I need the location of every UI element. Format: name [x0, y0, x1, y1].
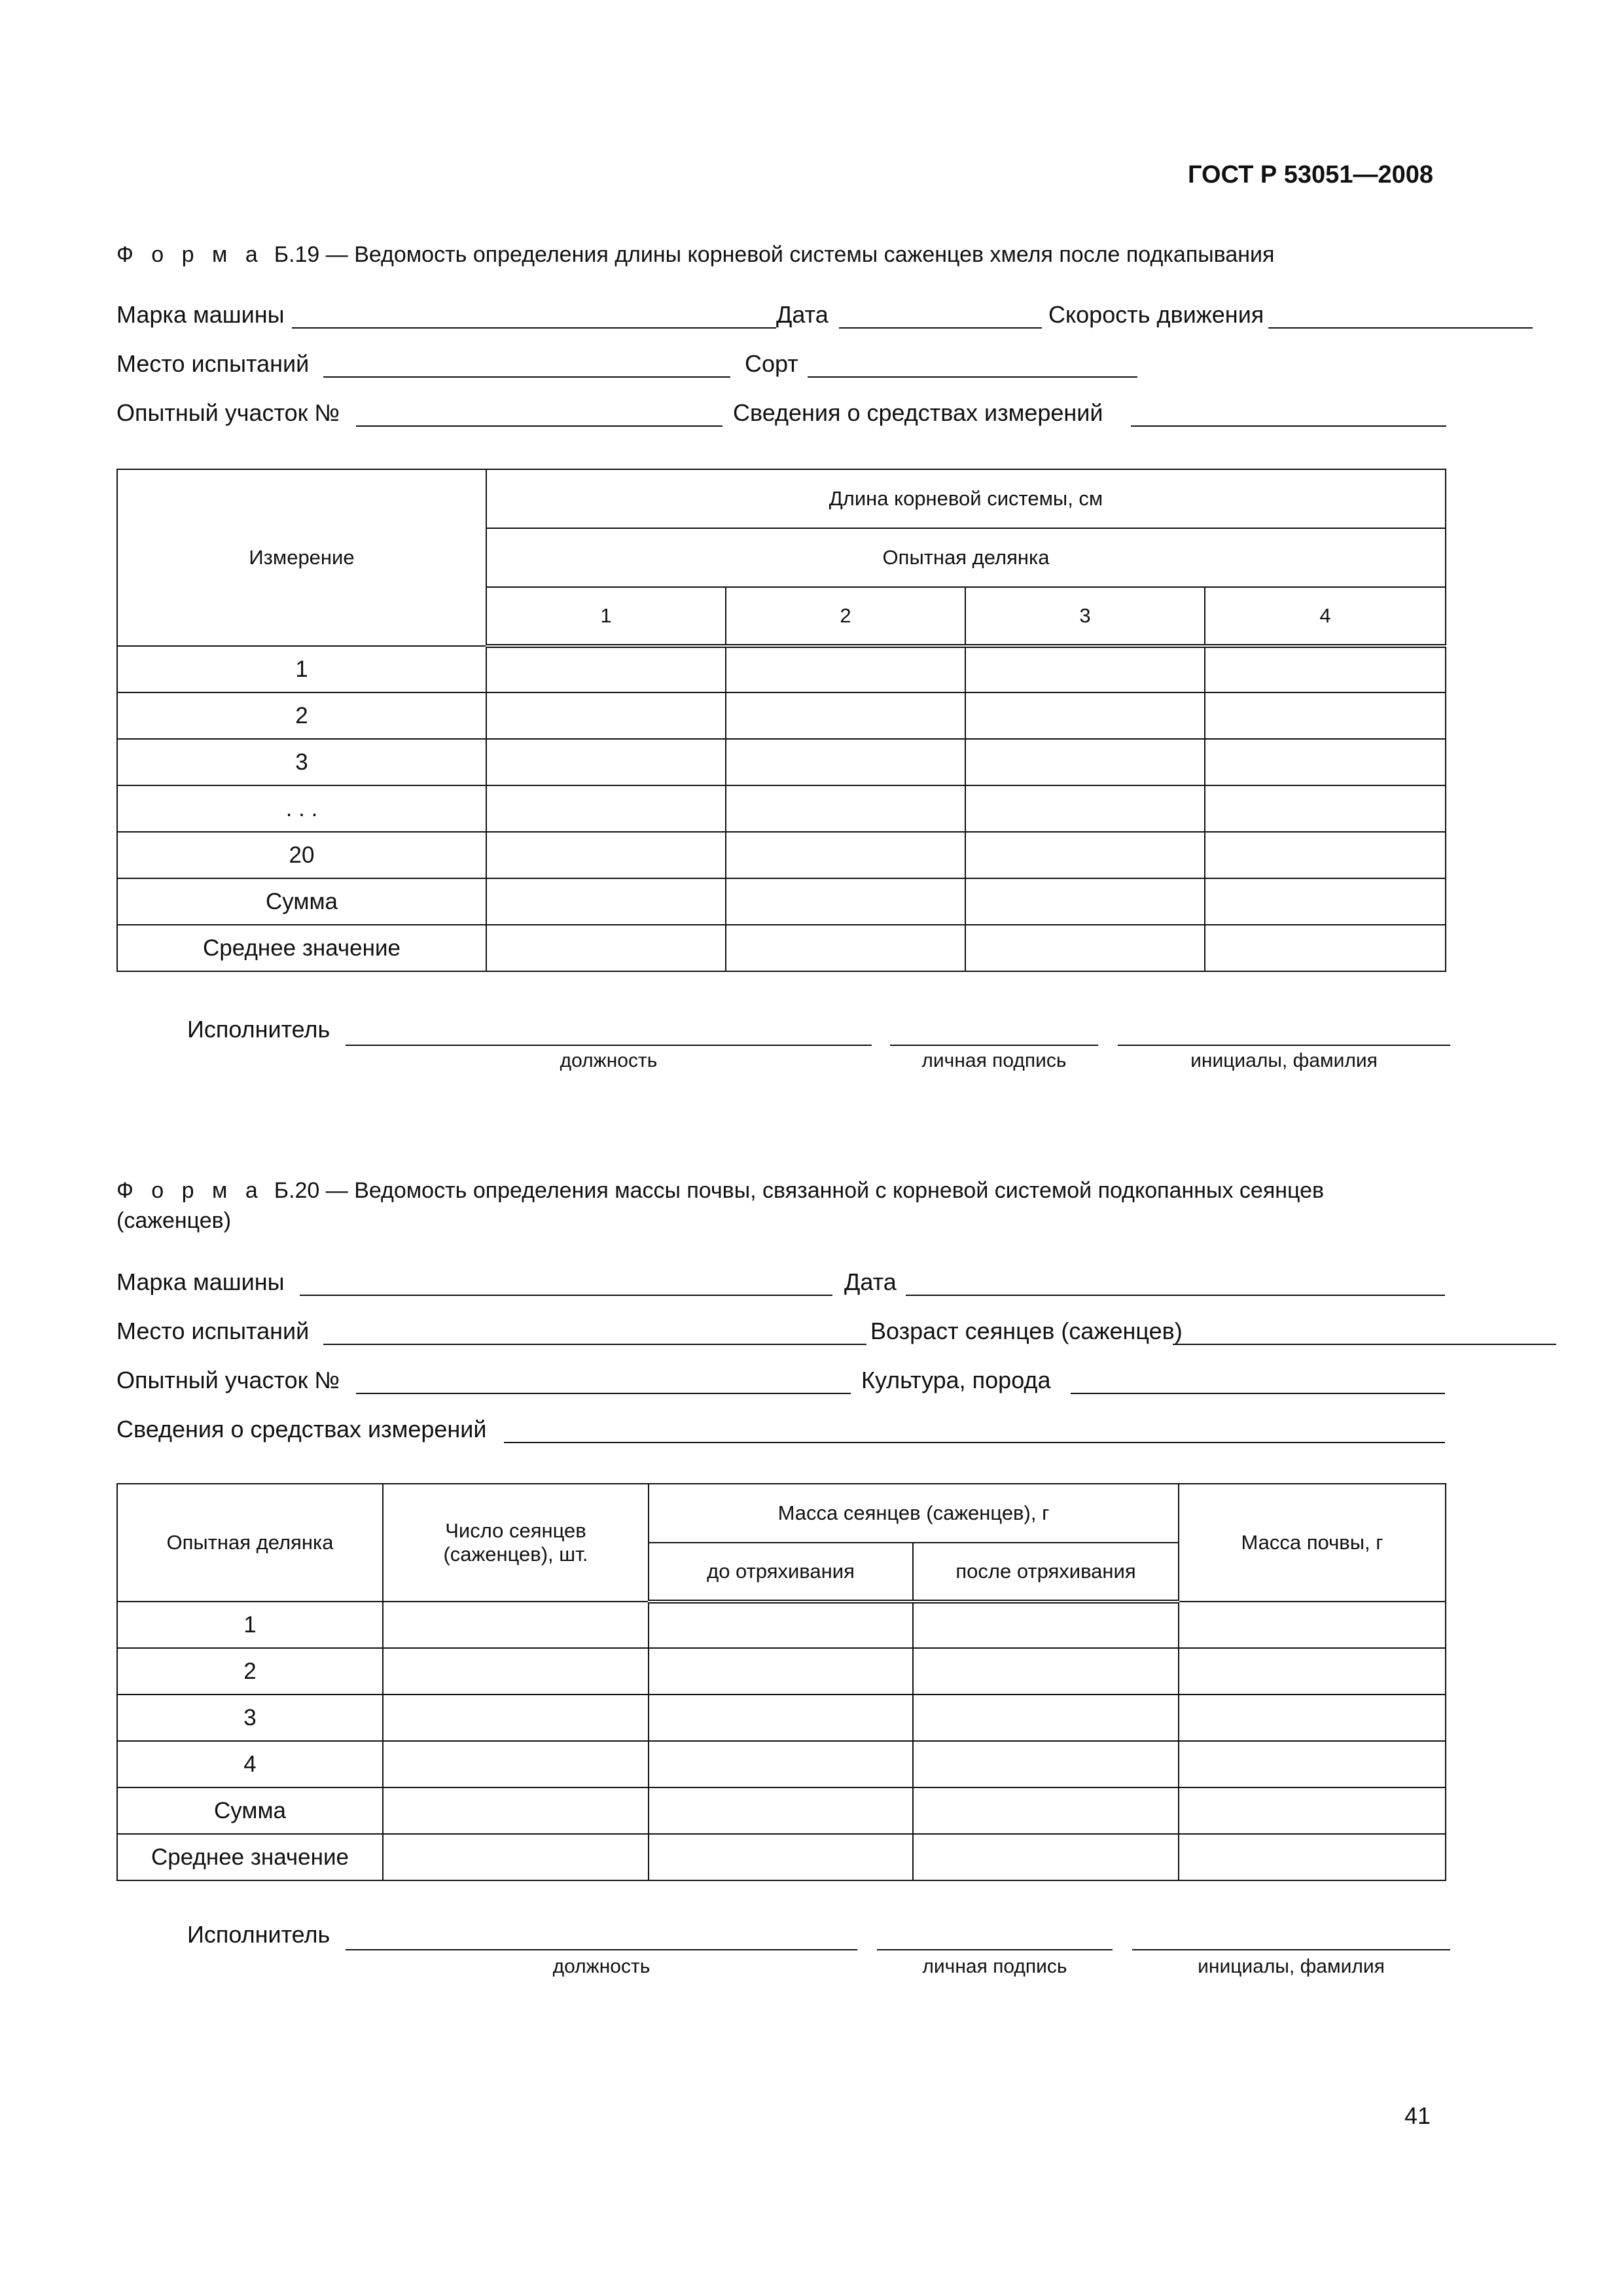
plot-col-4: 4	[1205, 587, 1446, 646]
table-row	[117, 692, 1446, 739]
plot-col-2: 2	[726, 587, 965, 646]
machine-field[interactable]	[300, 1295, 832, 1296]
form20-line-3	[116, 1367, 1445, 1397]
form20-caption-prefix: Ф о р м а	[116, 1178, 264, 1203]
form19-line-1	[116, 301, 1445, 331]
value-cell[interactable]	[965, 739, 1205, 785]
date-field[interactable]	[906, 1295, 1445, 1296]
value-cell[interactable]	[486, 832, 726, 878]
row-label: 1	[117, 1602, 383, 1648]
value-cell[interactable]	[1179, 1787, 1446, 1834]
row-label: 4	[117, 1741, 383, 1787]
value-cell[interactable]	[913, 1741, 1179, 1787]
plot-field[interactable]	[356, 425, 722, 427]
value-cell[interactable]	[486, 925, 726, 971]
value-cell[interactable]	[1205, 739, 1446, 785]
col-count-header: Число сеянцев (саженцев), шт.	[383, 1484, 649, 1602]
value-cell[interactable]	[383, 1602, 649, 1648]
table-row	[117, 1741, 1446, 1787]
value-cell[interactable]	[726, 925, 965, 971]
signature-field[interactable]	[890, 1045, 1098, 1046]
value-cell[interactable]	[649, 1695, 913, 1741]
table-row	[117, 1695, 1446, 1741]
speed-field[interactable]	[1268, 327, 1533, 329]
row-label: Сумма	[117, 878, 486, 925]
name-caption: инициалы, фамилия	[1198, 1956, 1385, 1977]
value-cell[interactable]	[726, 878, 965, 925]
value-cell[interactable]	[726, 692, 965, 739]
row-label: Среднее значение	[117, 925, 486, 971]
value-cell[interactable]	[383, 1648, 649, 1695]
value-cell[interactable]	[1205, 878, 1446, 925]
col-plot-header: Опытная делянка	[117, 1484, 383, 1602]
value-cell[interactable]	[649, 1602, 913, 1648]
culture-label: Культура, порода	[861, 1367, 1051, 1393]
value-cell[interactable]	[965, 646, 1205, 692]
form19-line-2	[116, 350, 1445, 380]
value-cell[interactable]	[383, 1834, 649, 1880]
value-cell[interactable]	[913, 1602, 1179, 1648]
value-cell[interactable]	[913, 1695, 1179, 1741]
value-cell[interactable]	[383, 1787, 649, 1834]
signature-field[interactable]	[877, 1949, 1113, 1950]
row-label: 2	[117, 692, 486, 739]
speed-label: Скорость движения	[1048, 301, 1264, 328]
form20-line-2	[116, 1318, 1445, 1348]
row-label: 1	[117, 646, 486, 692]
value-cell[interactable]	[383, 1741, 649, 1787]
name-field[interactable]	[1118, 1045, 1450, 1046]
form20-table	[116, 1483, 1446, 1881]
instruments-field[interactable]	[1131, 425, 1446, 427]
before-shaking-header: до отряхивания	[649, 1543, 913, 1602]
form20-caption	[116, 1175, 1432, 1236]
executor-label: Исполнитель	[187, 1016, 330, 1043]
name-field[interactable]	[1132, 1949, 1450, 1950]
value-cell[interactable]	[1179, 1834, 1446, 1880]
position-field[interactable]	[346, 1949, 857, 1950]
value-cell[interactable]	[1205, 832, 1446, 878]
form19-caption-text: Б.19 — Ведомость определения длины корневой системы саженцев хмеля после подкапывания	[274, 242, 1275, 267]
col-measure-header: Измерение	[117, 469, 486, 646]
plot-col-3: 3	[965, 587, 1205, 646]
machine-field[interactable]	[292, 327, 776, 329]
row-label: 20	[117, 832, 486, 878]
date-label: Дата	[776, 301, 829, 328]
machine-label: Марка машины	[116, 1268, 285, 1295]
value-cell[interactable]	[1179, 1741, 1446, 1787]
value-cell[interactable]	[1205, 925, 1446, 971]
place-label: Место испытаний	[116, 350, 310, 377]
position-caption: должность	[560, 1050, 658, 1071]
value-cell[interactable]	[383, 1695, 649, 1741]
value-cell[interactable]	[1205, 692, 1446, 739]
value-cell[interactable]	[1205, 785, 1446, 832]
position-caption: должность	[552, 1956, 651, 1977]
form20-line-4	[116, 1416, 1445, 1446]
root-length-header: Длина корневой системы, см	[486, 469, 1446, 528]
row-label: 3	[117, 1695, 383, 1741]
table-row	[117, 1834, 1446, 1880]
table-row	[117, 878, 1446, 925]
row-label: 2	[117, 1648, 383, 1695]
value-cell[interactable]	[486, 739, 726, 785]
age-label: Возраст сеянцев (саженцев)	[870, 1318, 1183, 1344]
place-field[interactable]	[323, 1344, 866, 1345]
table-row	[117, 739, 1446, 785]
value-cell[interactable]	[726, 785, 965, 832]
row-label: 3	[117, 739, 486, 785]
table-row	[117, 646, 1446, 692]
place-label: Место испытаний	[116, 1318, 310, 1344]
plot-label: Опытный участок №	[116, 399, 340, 426]
value-cell[interactable]	[486, 646, 726, 692]
row-label: Сумма	[117, 1787, 383, 1834]
form20-caption-text: Б.20 — Ведомость определения массы почвы, связанной с корневой системой подкопанных сеянцев (саженцев)	[116, 1178, 1325, 1233]
form19-caption	[116, 240, 1432, 270]
plot-col-1: 1	[486, 587, 726, 646]
col-soil-mass-header: Масса почвы, г	[1179, 1484, 1446, 1602]
value-cell[interactable]	[965, 692, 1205, 739]
value-cell[interactable]	[1179, 1695, 1446, 1741]
date-field[interactable]	[839, 327, 1042, 329]
value-cell[interactable]	[965, 785, 1205, 832]
table-row	[117, 1787, 1446, 1834]
value-cell[interactable]	[649, 1648, 913, 1695]
form20-line-1	[116, 1268, 1445, 1299]
value-cell[interactable]	[726, 646, 965, 692]
instruments-field[interactable]	[504, 1442, 1445, 1443]
value-cell[interactable]	[486, 878, 726, 925]
value-cell[interactable]	[1205, 646, 1446, 692]
value-cell[interactable]	[913, 1648, 1179, 1695]
form19-caption-prefix: Ф о р м а	[116, 242, 264, 267]
form19-line-3	[116, 399, 1445, 429]
culture-field[interactable]	[1071, 1393, 1445, 1394]
document-code: ГОСТ Р 53051—2008	[1188, 161, 1433, 188]
position-field[interactable]	[346, 1045, 872, 1046]
form19-table	[116, 469, 1446, 972]
name-caption: инициалы, фамилия	[1190, 1050, 1378, 1071]
sort-field[interactable]	[808, 376, 1137, 378]
age-field[interactable]	[1173, 1344, 1556, 1345]
value-cell[interactable]	[486, 692, 726, 739]
value-cell[interactable]	[726, 832, 965, 878]
table-row	[117, 785, 1446, 832]
value-cell[interactable]	[649, 1787, 913, 1834]
value-cell[interactable]	[486, 785, 726, 832]
place-field[interactable]	[323, 376, 730, 378]
row-label: Среднее значение	[117, 1834, 383, 1880]
table-row	[117, 832, 1446, 878]
plot-field[interactable]	[356, 1393, 851, 1394]
value-cell[interactable]	[913, 1787, 1179, 1834]
table-row	[117, 1602, 1446, 1648]
date-label: Дата	[844, 1268, 897, 1295]
sort-label: Сорт	[745, 350, 798, 377]
instruments-label: Сведения о средствах измерений	[116, 1416, 487, 1443]
signature-caption: личная подпись	[921, 1050, 1067, 1071]
value-cell[interactable]	[726, 739, 965, 785]
plot-subheader: Опытная делянка	[486, 528, 1446, 587]
instruments-label: Сведения о средствах измерений	[733, 399, 1103, 426]
executor-label: Исполнитель	[187, 1921, 330, 1948]
value-cell[interactable]	[649, 1741, 913, 1787]
machine-label: Марка машины	[116, 301, 285, 328]
signature-caption: личная подпись	[922, 1956, 1067, 1977]
value-cell[interactable]	[1179, 1602, 1446, 1648]
page-number: 41	[1404, 2102, 1431, 2129]
value-cell[interactable]	[965, 832, 1205, 878]
value-cell[interactable]	[913, 1834, 1179, 1880]
seedling-mass-header: Масса сеянцев (саженцев), г	[649, 1484, 1179, 1543]
value-cell[interactable]	[965, 878, 1205, 925]
table-row	[117, 925, 1446, 971]
row-label: . . .	[117, 785, 486, 832]
value-cell[interactable]	[1179, 1648, 1446, 1695]
value-cell[interactable]	[649, 1834, 913, 1880]
value-cell[interactable]	[965, 925, 1205, 971]
table-row	[117, 1648, 1446, 1695]
plot-label: Опытный участок №	[116, 1367, 340, 1393]
after-shaking-header: после отряхивания	[913, 1543, 1179, 1602]
